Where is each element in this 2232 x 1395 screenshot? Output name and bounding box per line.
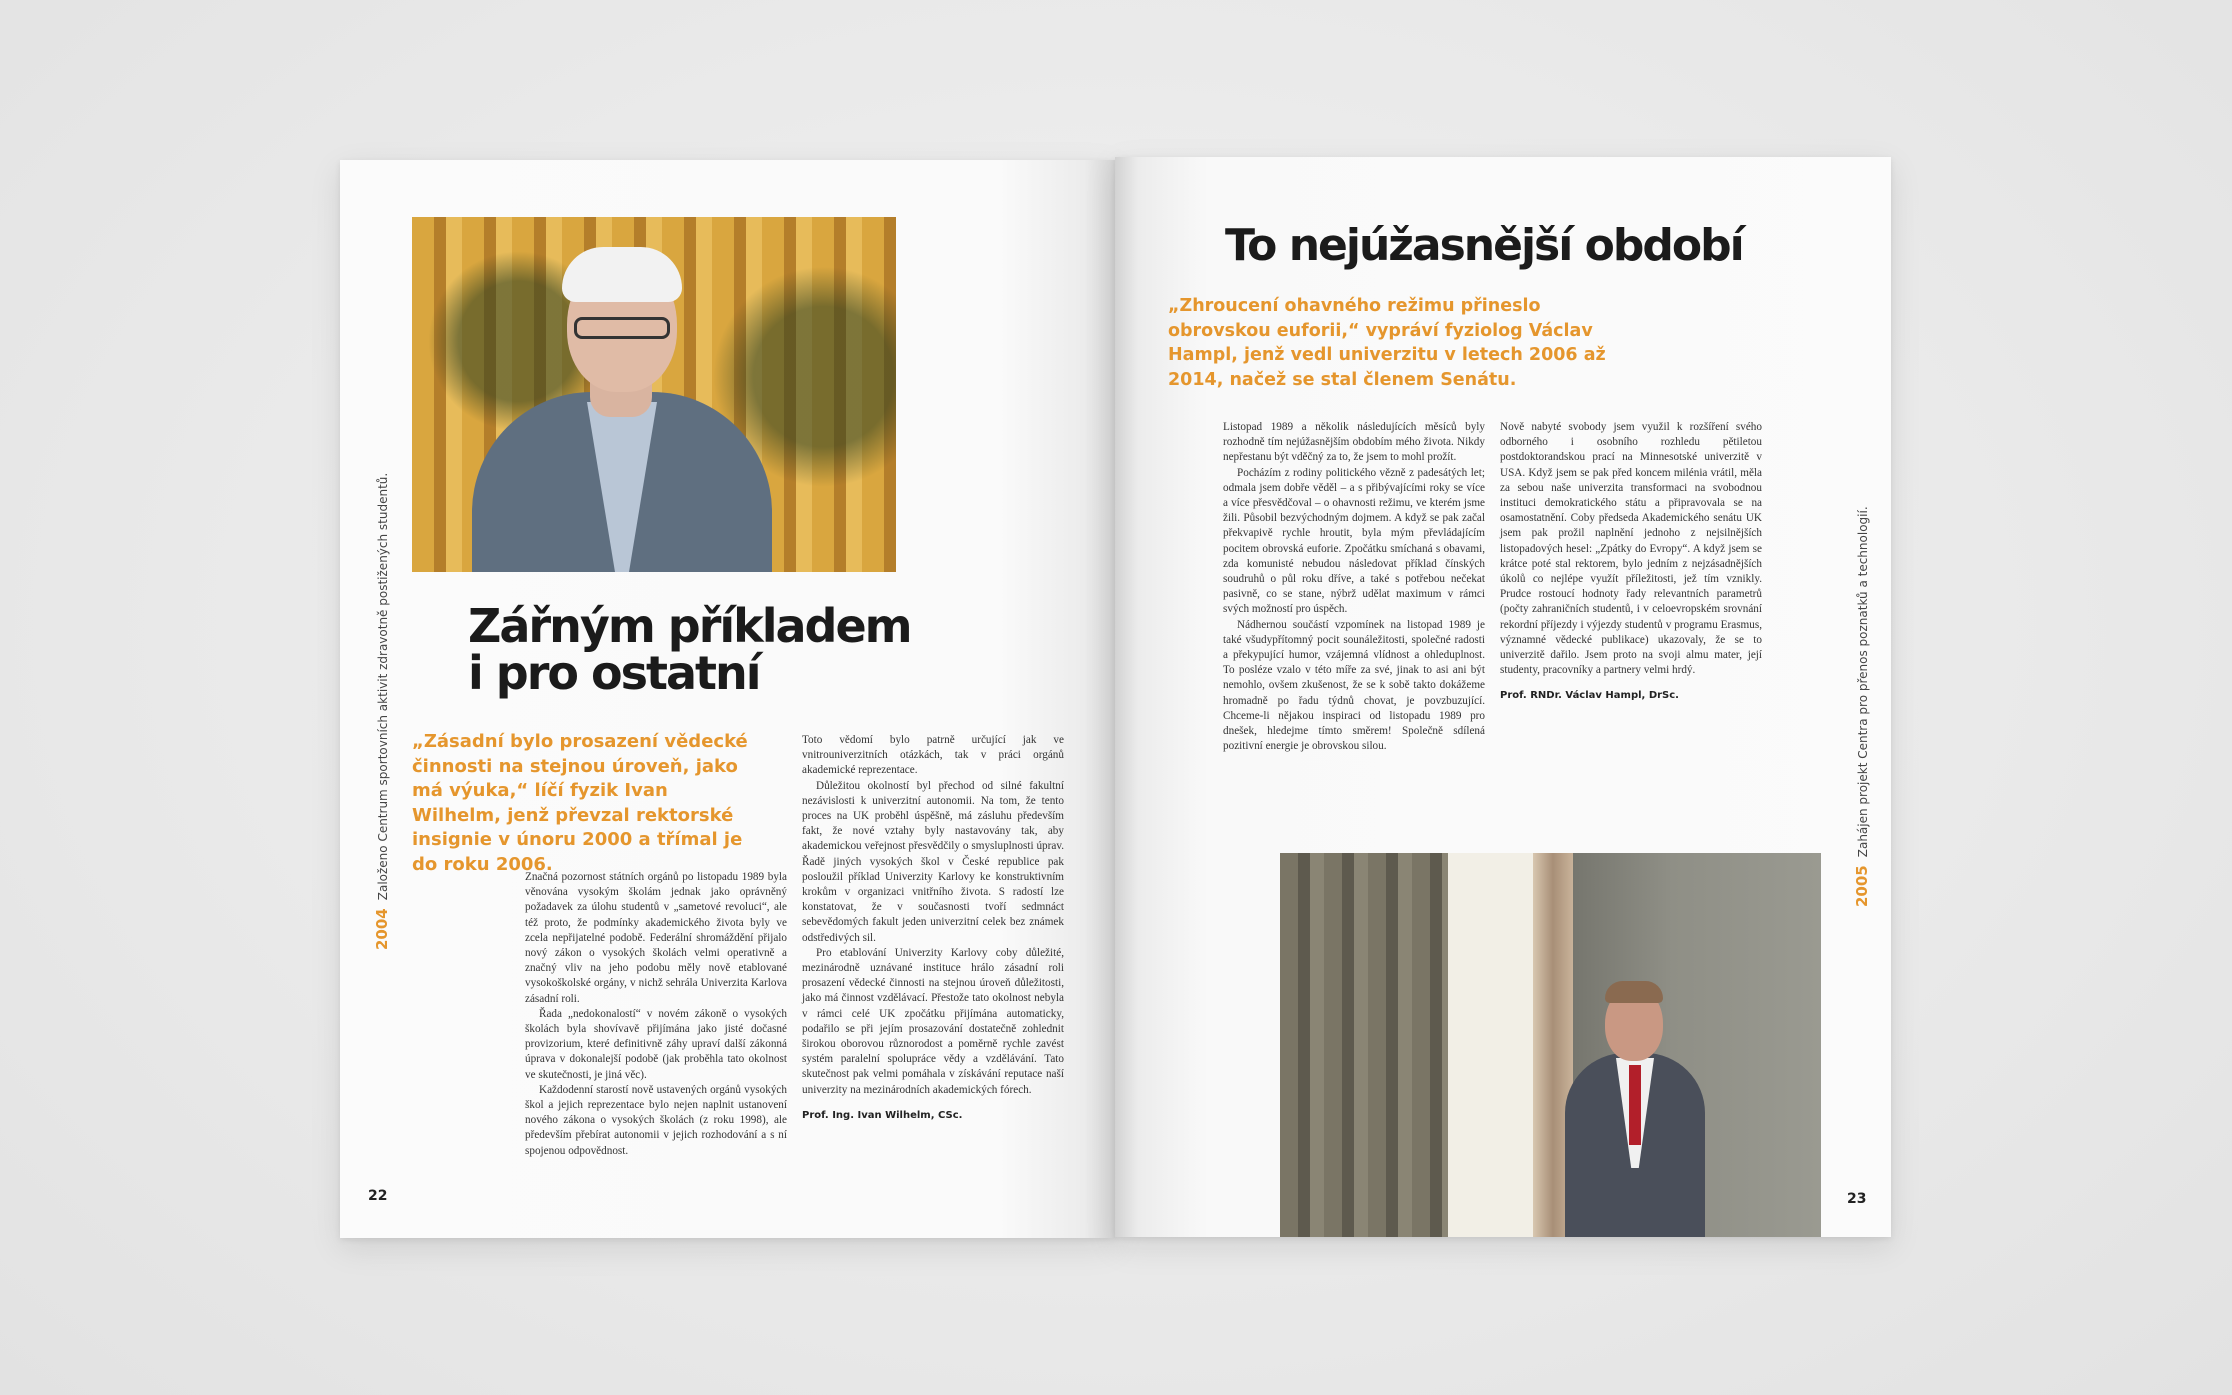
- paragraph: Nově nabyté svobody jsem využil k rozšíření svého odborného i osobního rozhledu pětiletou postdoktorandskou prací na Minnesotské univerzitě v USA. Když jsem se pak před koncem milénia vrátil, měla za sebou naše univerzita transformaci na svobodnou instituci demokratického státu a připravovala se na osamostatnění. Coby předseda Akademického senátu UK jsem pak prožil naplnění jednoho z nejsilnějších listopadových hesel: „Zpátky do Evropy“. A když jsem se krátce poté stal rektorem, bylo jedním z nejzásadnějších úkolů co nejlépe využít příležitosti, jež tím vznikly. Prudce rostoucí hodnoty řady relevantních parametrů (počty zahraničních studentů, i v celoevropském srovnání rekordní příjezdy i výjezdy studentů v programu Erasmus, významné vědecké publikace) ukazovaly, že se to univerzitě dařilo. Jsem proto na svoji almu mater, její studenty, pracovníky a partnery velmi hrdý.: [1500, 421, 1762, 677]
- photo-curtain: [1280, 853, 1448, 1237]
- paragraph: Každodenní starostí nově ustavených orgánů vysokých škol a jejich reprezentace bylo nejen naplnit ustanovení nového zákona o vysokých školách (z roku 1998), ale především přebírat autonomii v jejich rozhodování a s ní spojenou odpovědnost.: [525, 1083, 787, 1157]
- author-signature: Prof. RNDr. Václav Hampl, DrSc.: [1500, 690, 1679, 702]
- body-column: [1223, 420, 1485, 754]
- lead-person-name: Václav Hampl: [1168, 320, 1593, 365]
- left-page: [340, 160, 1115, 1238]
- timeline-text: Zahájen projekt Centra pro přenos poznatků a technologií.: [1856, 506, 1870, 858]
- body-column: [802, 733, 1064, 1123]
- timeline-text: Založeno Centrum sportovních aktivit zdravotně postižených studentů.: [376, 472, 390, 901]
- page-number: 23: [1847, 1191, 1867, 1207]
- photo-figure: [562, 247, 682, 302]
- paragraph: Listopad 1989 a několik následujících měsíců byly rozhodně tím nejúžasnějším obdobím mého života. Nikdy nepřestanu být vděčný za to, že jsem to mohl prožít.: [1223, 421, 1485, 464]
- timeline-year: 2004: [373, 908, 391, 950]
- paragraph: Toto vědomí bylo patrně určující jak ve vnitrouniverzitních otázkách, tak v práci orgánů akademické reprezentace.: [802, 734, 1064, 777]
- paragraph: Pocházím z rodiny politického vězně z padesátých let; odmala jsem dobře věděl – a s přibývajícími roky se více a více přesvědčoval – o ohavnosti režimu, ve kterém jsme žili. Působil bezvýchodným dojmem. A když se pak začal překvapivě rychle hroutit, byla mým převládajícím pocitem obrovská euforie. Zpočátku smíchaná s obavami, zda komunisté nebudou následovat příklad čínských soudruhů o půl roku dříve, a také s potřebou nečekat pasivně, co se stane, nýbrž udělat maximum v rámci svých možností pro úspěch.: [1223, 466, 1485, 616]
- timeline-year: 2005: [1853, 865, 1871, 907]
- paragraph: Pro etablování Univerzity Karlovy coby důležité, mezinárodně uznávané instituce hrálo zásadní roli prosazení vědecké činnosti na stejnou úroveň důležitosti, jako má činnost vzdělávací. Přestože tato okolnost nebyla v rámci celé UK zpočátku přijímána automaticky, podařilo se při jejím prosazování dostatečně zohlednit širokou oborovou různorodost a poměrně rychle zavést systém paralelní spolupráce vědy a vzdělávání. Tato skutečnost pak velmi pomáhala v získávání reputace naší univerzity na mezinárodních akademických fórech.: [802, 946, 1064, 1096]
- photo-window: [1448, 853, 1533, 1237]
- paragraph: Důležitou okolností byl přechod od silné fakultní nezávislosti k univerzitní autonomii. Na tom, že tento proces na UK proběhl úspěšně, má zásluhu především fakt, že nové vztahy byly nastavovány tak, aby akademickou veřejnost přesvědčily o smysluplnosti úprav. Řadě jiných vysokých škol v České republice pak posloužil příklad Univerzity Karlovy ke konstruktivním krokům v organizaci vnitřního života. S radostí lze konstatovat, že v současnosti tvoří sedmnáct sebevědomých fakult jeden univerzitní celek bez známek odstředivých sil.: [802, 779, 1064, 944]
- photo-figure: [574, 317, 670, 339]
- timeline-sidebar: [1853, 506, 1871, 907]
- lead-person-name: Ivan Wilhelm: [412, 780, 668, 826]
- article-title: To nejúžasnější období: [1225, 220, 1743, 271]
- article-lead: [412, 730, 752, 877]
- lead-text: „Zhroucení ohavného režimu přineslo obrovskou euforii,“ vypráví fyziolog: [1168, 296, 1541, 341]
- lead-text: , jenž převzal rektorské insignie v únoru 2000 a třímal je do roku 2006.: [412, 804, 743, 875]
- article-title: [468, 599, 988, 700]
- title-line: Zářným příkladem: [468, 599, 911, 653]
- portrait-photo-ivan-wilhelm: [412, 217, 896, 572]
- lead-text: , jenž vedl univerzitu v letech 2006 až 2014, načež se stal členem Senátu.: [1168, 345, 1606, 390]
- title-line: i pro ostatní: [468, 646, 760, 700]
- portrait-photo-vaclav-hampl: [1280, 853, 1821, 1237]
- body-column: [525, 870, 787, 1159]
- paragraph: Řada „nedokonalostí“ v novém zákoně o vysokých školách byla shovívavě přijímána jako jisté dočasné provizorium, které definitivně záhy upraví další zákonná úprava v dokonalejší podobě (jak proběhla tato okolnost ve skutečnosti, je jiná věc).: [525, 1007, 787, 1081]
- page-number: 22: [368, 1188, 388, 1204]
- right-page: [1115, 157, 1891, 1237]
- lead-text: „Zásadní bylo prosazení vědecké činnosti na stejnou úroveň, jako má výuka,“ líčí fyzik: [412, 731, 748, 801]
- photo-figure: [1629, 1065, 1641, 1145]
- paragraph: Značná pozornost státních orgánů po listopadu 1989 byla věnována vysokým školám jednak jako oprávněný požadavek za úlohu studentů v „sametové revoluci“, ale též proto, že podmínky akademického života byly ve zcela nepřijatelné podobě. Federální shromáždění přijalo nový zákon o vysokých školách velmi operativně a značný vliv na jeho podobu měly nově etablované vysokoškolské orgány, v nichž sehrála Univerzita Karlova zásadní roli.: [525, 871, 787, 1005]
- timeline-sidebar: [373, 473, 391, 950]
- author-signature: Prof. Ing. Ivan Wilhelm, CSc.: [802, 1109, 963, 1121]
- article-lead: [1168, 294, 1628, 392]
- paragraph: Nádhernou součástí vzpomínek na listopad 1989 je také všudypřítomný pocit sounáležitosti, společné radosti a překypující humor, vzájemná vlídnost a ohleduplnost. To posléze vzalo v této míře za své, jinak to asi ani být nemohlo, ovšem zkušenost, že se k sobě takto dokážeme hromadně po řadu týdnů chovat, je povzbuzující. Chceme-li nějakou inspiraci od listopadu 1989 pro dnešek, hledejme tímto směrem! Společně sdílená pozitivní energie je obrovskou silou.: [1223, 618, 1485, 753]
- photo-figure: [1605, 981, 1663, 1003]
- body-column: [1500, 420, 1762, 704]
